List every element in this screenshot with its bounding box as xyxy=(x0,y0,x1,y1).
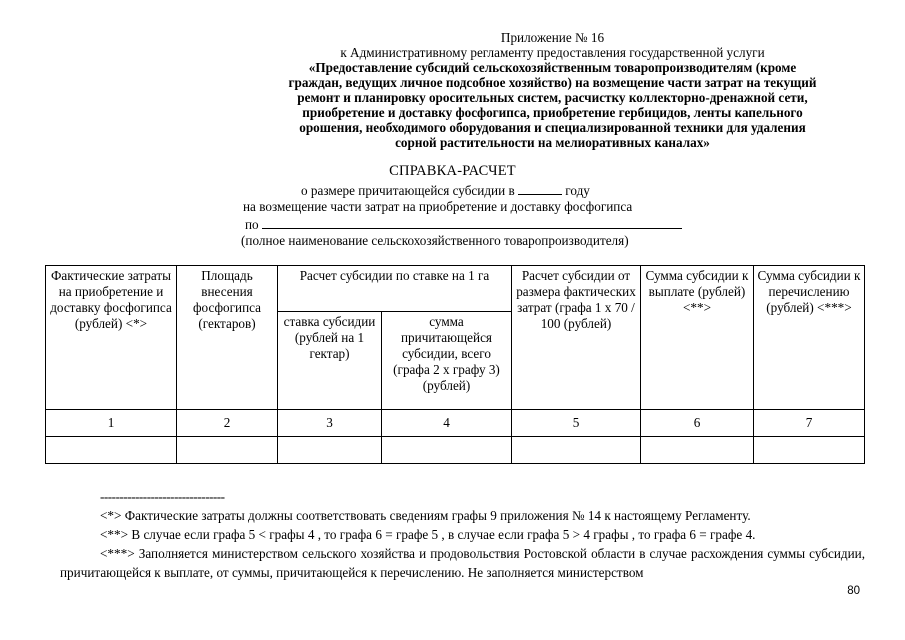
document-title: СПРАВКА-РАСЧЕТ xyxy=(389,163,516,179)
column-number: 4 xyxy=(382,410,512,437)
header-cell-4: сумма причитающейся субсидии, всего (графа 2 x графу 3) (рублей) xyxy=(382,312,512,410)
service-line: «Предоставление субсидий сельскохозяйственным товаропроизводителям (кроме xyxy=(308,60,797,75)
data-cell[interactable] xyxy=(754,437,865,464)
service-name xyxy=(245,60,860,150)
footnotes xyxy=(60,487,865,582)
data-row xyxy=(46,437,865,464)
producer-name-blank[interactable] xyxy=(262,216,682,229)
appendix-header xyxy=(245,30,860,150)
service-line: ремонт и планировку оросительных систем, расчистку коллекторно-дренажной сети, xyxy=(297,90,808,105)
appendix-title: Приложение № 16 xyxy=(500,30,605,45)
data-cell[interactable] xyxy=(382,437,512,464)
producer-line xyxy=(245,216,682,233)
header-group-34: Расчет субсидии по ставке на 1 га xyxy=(278,266,512,312)
column-number: 6 xyxy=(641,410,754,437)
data-cell[interactable] xyxy=(278,437,382,464)
header-cell-6: Сумма субсидии к выплате (рублей) <**> xyxy=(641,266,754,410)
data-cell[interactable] xyxy=(512,437,641,464)
data-cell[interactable] xyxy=(177,437,278,464)
subsidy-year-line xyxy=(301,182,590,199)
purpose-line: на возмещение части затрат на приобретение и доставку фосфогипса xyxy=(243,199,633,214)
column-number: 1 xyxy=(46,410,177,437)
producer-prefix: по xyxy=(245,217,259,232)
header-cell-7: Сумма субсидии к перечислению (рублей) <***> xyxy=(754,266,865,410)
footnote-separator: -------------------------------- xyxy=(100,489,225,504)
page-number: 80 xyxy=(847,585,860,597)
header-cell-3: ставка субсидии (рублей на 1 гектар) xyxy=(278,312,382,410)
column-number-row xyxy=(46,410,865,437)
footnote-2: <**> В случае если графа 5 < графы 4 , то графа 6 = графе 5 , в случае если графа 5 > 4 графы , то графа 6 = графе 4. xyxy=(100,527,756,542)
footnote-3: <***> Заполняется министерством сельского хозяйства и продовольствия Ростовской области в случае расхождения суммы субсидии, причитающейся к выплате, от суммы, причитающейся к перечислению. Не заполняется министерством xyxy=(60,546,865,580)
column-number: 7 xyxy=(754,410,865,437)
header-row xyxy=(46,266,865,312)
header-cell-1: Фактические затраты на приобретение и доставку фосфогипса (рублей) <*> xyxy=(46,266,177,410)
service-line: орошения, необходимого оборудования и специализированной техники для удаления xyxy=(299,120,806,135)
footnote-1: <*> Фактические затраты должны соответствовать сведениям графы 9 приложения № 14 к настоящему Регламенту. xyxy=(100,508,751,523)
column-number: 5 xyxy=(512,410,641,437)
subsidy-year-label: о размере причитающейся субсидии в xyxy=(301,183,515,198)
calculation-table xyxy=(45,265,865,464)
year-blank[interactable] xyxy=(518,182,562,195)
column-number: 3 xyxy=(278,410,382,437)
column-number: 2 xyxy=(177,410,278,437)
appendix-subtitle: к Административному регламенту предоставления государственной услуги xyxy=(340,45,765,60)
subsidy-year-suffix: году xyxy=(565,183,590,198)
header-cell-2: Площадь внесения фосфогипса (гектаров) xyxy=(177,266,278,410)
service-line: приобретение и доставку фосфогипса, приобретение гербицидов, ленты капельного xyxy=(302,105,803,120)
data-cell[interactable] xyxy=(641,437,754,464)
producer-caption: (полное наименование сельскохозяйственного товаропроизводителя) xyxy=(241,233,629,248)
header-cell-5: Расчет субсидии от размера фактических затрат (графа 1 x 70 / 100 (рублей) xyxy=(512,266,641,410)
service-line: сорной растительности на мелиоративных каналах» xyxy=(395,135,710,150)
service-line: граждан, ведущих личное подсобное хозяйство) на возмещение части затрат на текущий xyxy=(288,75,817,90)
data-cell[interactable] xyxy=(46,437,177,464)
